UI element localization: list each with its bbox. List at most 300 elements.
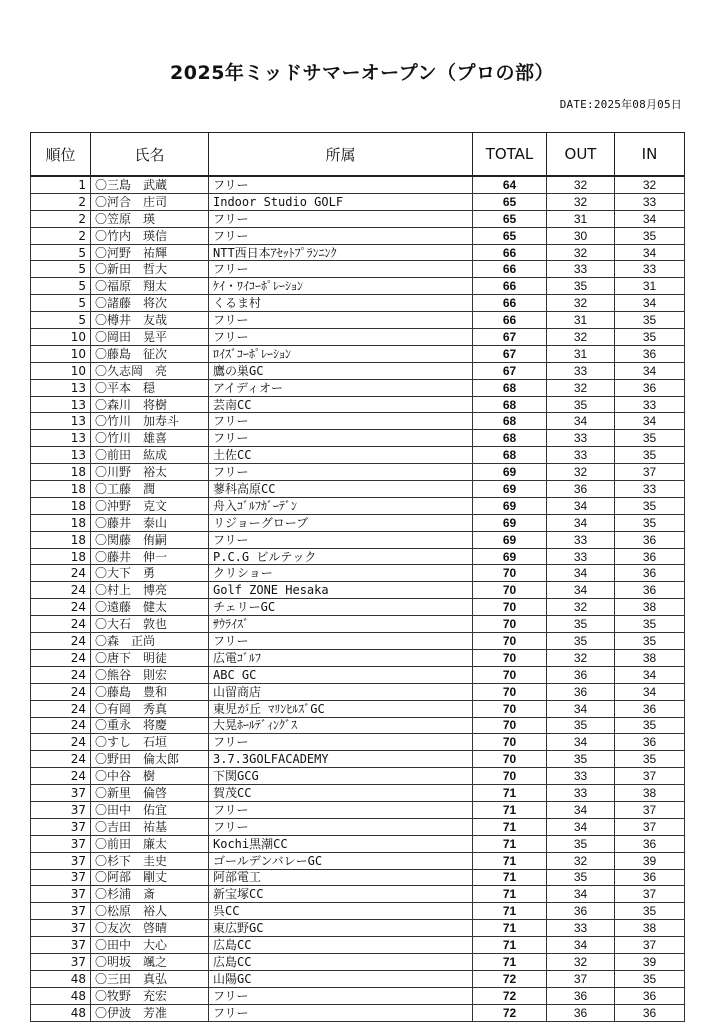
rank-cell: 18 (31, 531, 91, 548)
name-cell: 〇杉浦 斎 (91, 886, 209, 903)
out-cell: 32 (547, 295, 615, 312)
rank-cell: 48 (31, 987, 91, 1004)
table-row (31, 210, 685, 227)
table-row (31, 953, 685, 970)
total-cell: 70 (473, 582, 547, 599)
out-cell: 37 (547, 970, 615, 987)
table-row (31, 987, 685, 1004)
table-row (31, 920, 685, 937)
rank-cell: 24 (31, 700, 91, 717)
total-cell: 71 (473, 801, 547, 818)
table-row (31, 1004, 685, 1021)
name-cell: 〇藤井 伸一 (91, 548, 209, 565)
out-cell: 36 (547, 987, 615, 1004)
rank-cell: 37 (31, 937, 91, 954)
in-cell: 37 (615, 801, 685, 818)
rank-cell: 5 (31, 244, 91, 261)
club-cell: 広島CC (209, 937, 473, 954)
table-row (31, 768, 685, 785)
total-cell: 66 (473, 261, 547, 278)
rank-cell: 24 (31, 633, 91, 650)
in-cell: 36 (615, 835, 685, 852)
rank-cell: 1 (31, 176, 91, 193)
out-cell: 32 (547, 953, 615, 970)
name-cell: 〇友次 啓晴 (91, 920, 209, 937)
table-row (31, 886, 685, 903)
out-cell: 35 (547, 835, 615, 852)
table-row (31, 970, 685, 987)
out-cell: 33 (547, 768, 615, 785)
name-cell: 〇すし 石垣 (91, 734, 209, 751)
name-cell: 〇唐下 明徒 (91, 649, 209, 666)
club-cell: 舟入ｺﾞﾙﾌｶﾞｰﾃﾞﾝ (209, 497, 473, 514)
rank-cell: 24 (31, 734, 91, 751)
name-cell: 〇河野 祐輝 (91, 244, 209, 261)
name-cell: 〇諸藤 将次 (91, 295, 209, 312)
name-cell: 〇伊波 芳准 (91, 1004, 209, 1021)
in-cell: 36 (615, 582, 685, 599)
name-cell: 〇岡田 晃平 (91, 329, 209, 346)
name-cell: 〇中谷 樹 (91, 768, 209, 785)
rank-cell: 13 (31, 413, 91, 430)
name-cell: 〇田中 大心 (91, 937, 209, 954)
name-cell: 〇川野 裕太 (91, 464, 209, 481)
out-cell: 31 (547, 312, 615, 329)
total-cell: 65 (473, 210, 547, 227)
rank-cell: 37 (31, 818, 91, 835)
out-cell: 34 (547, 801, 615, 818)
name-cell: 〇竹内 瑛信 (91, 227, 209, 244)
club-cell: 下関GCG (209, 768, 473, 785)
in-cell: 36 (615, 531, 685, 548)
table-row (31, 531, 685, 548)
club-cell: 広電ｺﾞﾙﾌ (209, 649, 473, 666)
table-row (31, 649, 685, 666)
table-row (31, 261, 685, 278)
in-cell: 35 (615, 447, 685, 464)
in-cell: 36 (615, 548, 685, 565)
club-cell: フリー (209, 801, 473, 818)
table-row (31, 785, 685, 802)
table-row (31, 464, 685, 481)
in-cell: 33 (615, 396, 685, 413)
in-cell: 31 (615, 278, 685, 295)
name-cell: 〇大下 勇 (91, 565, 209, 582)
club-cell: フリー (209, 261, 473, 278)
club-cell: 芸南CC (209, 396, 473, 413)
name-cell: 〇工藤 潤 (91, 481, 209, 498)
club-cell: 大晃ﾎｰﾙﾃﾞｨﾝｸﾞｽ (209, 717, 473, 734)
table-row (31, 176, 685, 193)
total-cell: 67 (473, 362, 547, 379)
rank-cell: 37 (31, 903, 91, 920)
table-row (31, 869, 685, 886)
table-row (31, 497, 685, 514)
table-row (31, 430, 685, 447)
out-cell: 35 (547, 278, 615, 295)
table-row (31, 683, 685, 700)
in-cell: 37 (615, 818, 685, 835)
total-cell: 68 (473, 430, 547, 447)
in-cell: 35 (615, 430, 685, 447)
rank-cell: 37 (31, 801, 91, 818)
out-cell: 34 (547, 818, 615, 835)
out-cell: 35 (547, 396, 615, 413)
out-cell: 32 (547, 599, 615, 616)
name-cell: 〇竹川 雄喜 (91, 430, 209, 447)
club-cell: フリー (209, 413, 473, 430)
club-cell: Golf ZONE Hesaka (209, 582, 473, 599)
name-cell: 〇田中 佑宜 (91, 801, 209, 818)
name-cell: 〇藤島 征次 (91, 345, 209, 362)
club-cell: 新宝塚CC (209, 886, 473, 903)
table-row (31, 447, 685, 464)
table-row (31, 379, 685, 396)
club-cell: フリー (209, 430, 473, 447)
total-cell: 71 (473, 903, 547, 920)
out-cell: 36 (547, 481, 615, 498)
rank-cell: 24 (31, 768, 91, 785)
rank-cell: 24 (31, 565, 91, 582)
rank-cell: 10 (31, 362, 91, 379)
out-cell: 32 (547, 193, 615, 210)
in-cell: 37 (615, 886, 685, 903)
out-cell: 36 (547, 903, 615, 920)
out-cell: 35 (547, 616, 615, 633)
out-cell: 33 (547, 261, 615, 278)
out-cell: 36 (547, 683, 615, 700)
rank-cell: 5 (31, 278, 91, 295)
total-cell: 66 (473, 312, 547, 329)
rank-cell: 18 (31, 548, 91, 565)
table-row (31, 582, 685, 599)
out-cell: 34 (547, 413, 615, 430)
club-cell: 3.7.3GOLFACADEMY (209, 751, 473, 768)
in-cell: 33 (615, 261, 685, 278)
out-cell: 31 (547, 345, 615, 362)
club-cell: フリー (209, 464, 473, 481)
out-cell: 32 (547, 852, 615, 869)
rank-cell: 24 (31, 717, 91, 734)
name-cell: 〇笠原 瑛 (91, 210, 209, 227)
total-cell: 71 (473, 886, 547, 903)
out-cell: 33 (547, 362, 615, 379)
out-cell: 34 (547, 937, 615, 954)
rank-cell: 37 (31, 920, 91, 937)
out-cell: 35 (547, 751, 615, 768)
total-cell: 70 (473, 649, 547, 666)
out-cell: 34 (547, 565, 615, 582)
club-cell: 賀茂CC (209, 785, 473, 802)
rank-cell: 5 (31, 261, 91, 278)
table-row (31, 312, 685, 329)
total-cell: 71 (473, 869, 547, 886)
in-cell: 37 (615, 937, 685, 954)
out-cell: 36 (547, 666, 615, 683)
results-table (30, 132, 685, 1022)
in-cell: 38 (615, 599, 685, 616)
in-cell: 39 (615, 953, 685, 970)
table-row (31, 852, 685, 869)
rank-cell: 5 (31, 312, 91, 329)
total-cell: 68 (473, 396, 547, 413)
club-cell: フリー (209, 227, 473, 244)
total-cell: 69 (473, 548, 547, 565)
total-cell: 69 (473, 514, 547, 531)
name-cell: 〇杉下 圭史 (91, 852, 209, 869)
rank-cell: 24 (31, 582, 91, 599)
total-cell: 71 (473, 920, 547, 937)
rank-cell: 18 (31, 481, 91, 498)
in-cell: 35 (615, 633, 685, 650)
club-cell: リジョーグローブ (209, 514, 473, 531)
in-cell: 35 (615, 312, 685, 329)
in-cell: 36 (615, 869, 685, 886)
name-cell: 〇森 正尚 (91, 633, 209, 650)
name-cell: 〇河合 庄司 (91, 193, 209, 210)
in-header: IN (615, 133, 685, 177)
club-cell: ｹｲ・ﾜｲｺｰﾎﾟﾚｰｼｮﾝ (209, 278, 473, 295)
club-cell: フリー (209, 312, 473, 329)
total-cell: 70 (473, 717, 547, 734)
total-cell: 67 (473, 329, 547, 346)
rank-header: 順位 (31, 133, 91, 177)
table-row (31, 345, 685, 362)
in-cell: 38 (615, 785, 685, 802)
name-cell: 〇藤井 泰山 (91, 514, 209, 531)
club-cell: フリー (209, 633, 473, 650)
in-cell: 35 (615, 514, 685, 531)
club-cell: フリー (209, 531, 473, 548)
total-cell: 69 (473, 531, 547, 548)
rank-cell: 48 (31, 1004, 91, 1021)
in-cell: 37 (615, 464, 685, 481)
total-cell: 69 (473, 481, 547, 498)
out-cell: 32 (547, 379, 615, 396)
club-cell: フリー (209, 329, 473, 346)
table-row (31, 362, 685, 379)
name-cell: 〇三島 武蔵 (91, 176, 209, 193)
total-cell: 70 (473, 751, 547, 768)
out-cell: 30 (547, 227, 615, 244)
in-cell: 36 (615, 700, 685, 717)
total-cell: 71 (473, 818, 547, 835)
club-cell: クリショー (209, 565, 473, 582)
table-row (31, 666, 685, 683)
in-cell: 34 (615, 244, 685, 261)
name-cell: 〇関藤 侑嗣 (91, 531, 209, 548)
total-cell: 68 (473, 379, 547, 396)
rank-cell: 13 (31, 430, 91, 447)
club-cell: 蓼科高原CC (209, 481, 473, 498)
rank-cell: 37 (31, 852, 91, 869)
total-cell: 71 (473, 785, 547, 802)
rank-cell: 18 (31, 497, 91, 514)
table-row (31, 193, 685, 210)
in-cell: 39 (615, 852, 685, 869)
table-row (31, 616, 685, 633)
club-cell: 阿部電工 (209, 869, 473, 886)
in-cell: 35 (615, 970, 685, 987)
rank-cell: 37 (31, 835, 91, 852)
name-cell: 〇村上 博亮 (91, 582, 209, 599)
rank-cell: 18 (31, 464, 91, 481)
out-cell: 32 (547, 244, 615, 261)
name-cell: 〇前田 廉太 (91, 835, 209, 852)
club-cell: 東広野GC (209, 920, 473, 937)
total-cell: 71 (473, 852, 547, 869)
name-cell: 〇有岡 秀真 (91, 700, 209, 717)
rank-cell: 37 (31, 886, 91, 903)
in-cell: 35 (615, 497, 685, 514)
rank-cell: 24 (31, 616, 91, 633)
total-cell: 70 (473, 565, 547, 582)
in-cell: 33 (615, 481, 685, 498)
name-cell: 〇沖野 克文 (91, 497, 209, 514)
out-cell: 33 (547, 531, 615, 548)
in-cell: 36 (615, 565, 685, 582)
rank-cell: 24 (31, 683, 91, 700)
in-cell: 36 (615, 379, 685, 396)
rank-cell: 2 (31, 193, 91, 210)
rank-cell: 5 (31, 295, 91, 312)
out-cell: 33 (547, 447, 615, 464)
out-cell: 33 (547, 785, 615, 802)
club-cell: NTT西日本ｱｾｯﾄﾌﾟﾗﾝﾆﾝｸ (209, 244, 473, 261)
out-cell: 32 (547, 329, 615, 346)
out-cell: 34 (547, 582, 615, 599)
club-cell: ABC GC (209, 666, 473, 683)
out-cell: 33 (547, 548, 615, 565)
total-cell: 72 (473, 970, 547, 987)
date-label: DATE:2025年08月05日 (559, 98, 682, 111)
in-cell: 32 (615, 176, 685, 193)
name-cell: 〇遠藤 健太 (91, 599, 209, 616)
club-cell: 東児が丘 ﾏﾘﾝﾋﾙｽﾞGC (209, 700, 473, 717)
out-cell: 35 (547, 869, 615, 886)
out-cell: 34 (547, 886, 615, 903)
name-cell: 〇森川 将樹 (91, 396, 209, 413)
out-cell: 33 (547, 430, 615, 447)
in-cell: 33 (615, 193, 685, 210)
rank-cell: 13 (31, 379, 91, 396)
table-row (31, 565, 685, 582)
name-cell: 〇前田 紘成 (91, 447, 209, 464)
in-cell: 35 (615, 616, 685, 633)
rank-cell: 24 (31, 751, 91, 768)
table-row (31, 751, 685, 768)
in-cell: 36 (615, 987, 685, 1004)
club-cell: フリー (209, 987, 473, 1004)
name-cell: 〇阿部 剛丈 (91, 869, 209, 886)
out-cell: 34 (547, 514, 615, 531)
table-row (31, 514, 685, 531)
rank-cell: 37 (31, 785, 91, 802)
in-cell: 35 (615, 903, 685, 920)
in-cell: 37 (615, 768, 685, 785)
in-cell: 34 (615, 413, 685, 430)
name-cell: 〇福原 翔太 (91, 278, 209, 295)
total-cell: 71 (473, 937, 547, 954)
table-row (31, 801, 685, 818)
name-cell: 〇藤島 豊和 (91, 683, 209, 700)
total-cell: 65 (473, 193, 547, 210)
total-cell: 65 (473, 227, 547, 244)
table-row (31, 937, 685, 954)
table-row (31, 481, 685, 498)
table-row (31, 903, 685, 920)
name-cell: 〇三田 真弘 (91, 970, 209, 987)
rank-cell: 24 (31, 649, 91, 666)
out-cell: 32 (547, 176, 615, 193)
rank-cell: 13 (31, 447, 91, 464)
table-row (31, 244, 685, 261)
club-cell: くるま村 (209, 295, 473, 312)
out-cell: 32 (547, 649, 615, 666)
total-cell: 70 (473, 768, 547, 785)
name-cell: 〇竹川 加寿斗 (91, 413, 209, 430)
total-cell: 70 (473, 700, 547, 717)
in-cell: 38 (615, 649, 685, 666)
in-cell: 35 (615, 227, 685, 244)
club-cell: Indoor Studio GOLF (209, 193, 473, 210)
out-cell: 34 (547, 734, 615, 751)
page-title: 2025年ミッドサマーオープン（プロの部） (170, 62, 554, 84)
total-cell: 70 (473, 616, 547, 633)
rank-cell: 24 (31, 599, 91, 616)
total-cell: 64 (473, 176, 547, 193)
rank-cell: 37 (31, 869, 91, 886)
name-cell: 〇重永 将慶 (91, 717, 209, 734)
name-cell: 〇樽井 友哉 (91, 312, 209, 329)
total-cell: 69 (473, 497, 547, 514)
total-cell: 71 (473, 835, 547, 852)
rank-cell: 37 (31, 953, 91, 970)
rank-cell: 48 (31, 970, 91, 987)
name-header: 氏名 (91, 133, 209, 177)
rank-cell: 18 (31, 514, 91, 531)
rank-cell: 24 (31, 666, 91, 683)
out-cell: 33 (547, 920, 615, 937)
total-cell: 66 (473, 295, 547, 312)
club-cell: フリー (209, 1004, 473, 1021)
name-cell: 〇大石 敦也 (91, 616, 209, 633)
out-header: OUT (547, 133, 615, 177)
total-cell: 70 (473, 683, 547, 700)
name-cell: 〇明坂 颯之 (91, 953, 209, 970)
club-cell: Kochi黒潮CC (209, 835, 473, 852)
out-cell: 36 (547, 1004, 615, 1021)
total-cell: 69 (473, 464, 547, 481)
table-row (31, 548, 685, 565)
table-row (31, 413, 685, 430)
total-cell: 68 (473, 413, 547, 430)
name-cell: 〇野田 倫太郎 (91, 751, 209, 768)
out-cell: 34 (547, 700, 615, 717)
total-cell: 70 (473, 599, 547, 616)
out-cell: 32 (547, 464, 615, 481)
total-cell: 66 (473, 244, 547, 261)
name-cell: 〇新田 哲大 (91, 261, 209, 278)
rank-cell: 10 (31, 345, 91, 362)
club-cell: ｻｳﾗｲｽﾞ (209, 616, 473, 633)
in-cell: 34 (615, 683, 685, 700)
in-cell: 36 (615, 734, 685, 751)
table-row (31, 396, 685, 413)
club-cell: アイディオー (209, 379, 473, 396)
total-cell: 68 (473, 447, 547, 464)
table-row (31, 329, 685, 346)
